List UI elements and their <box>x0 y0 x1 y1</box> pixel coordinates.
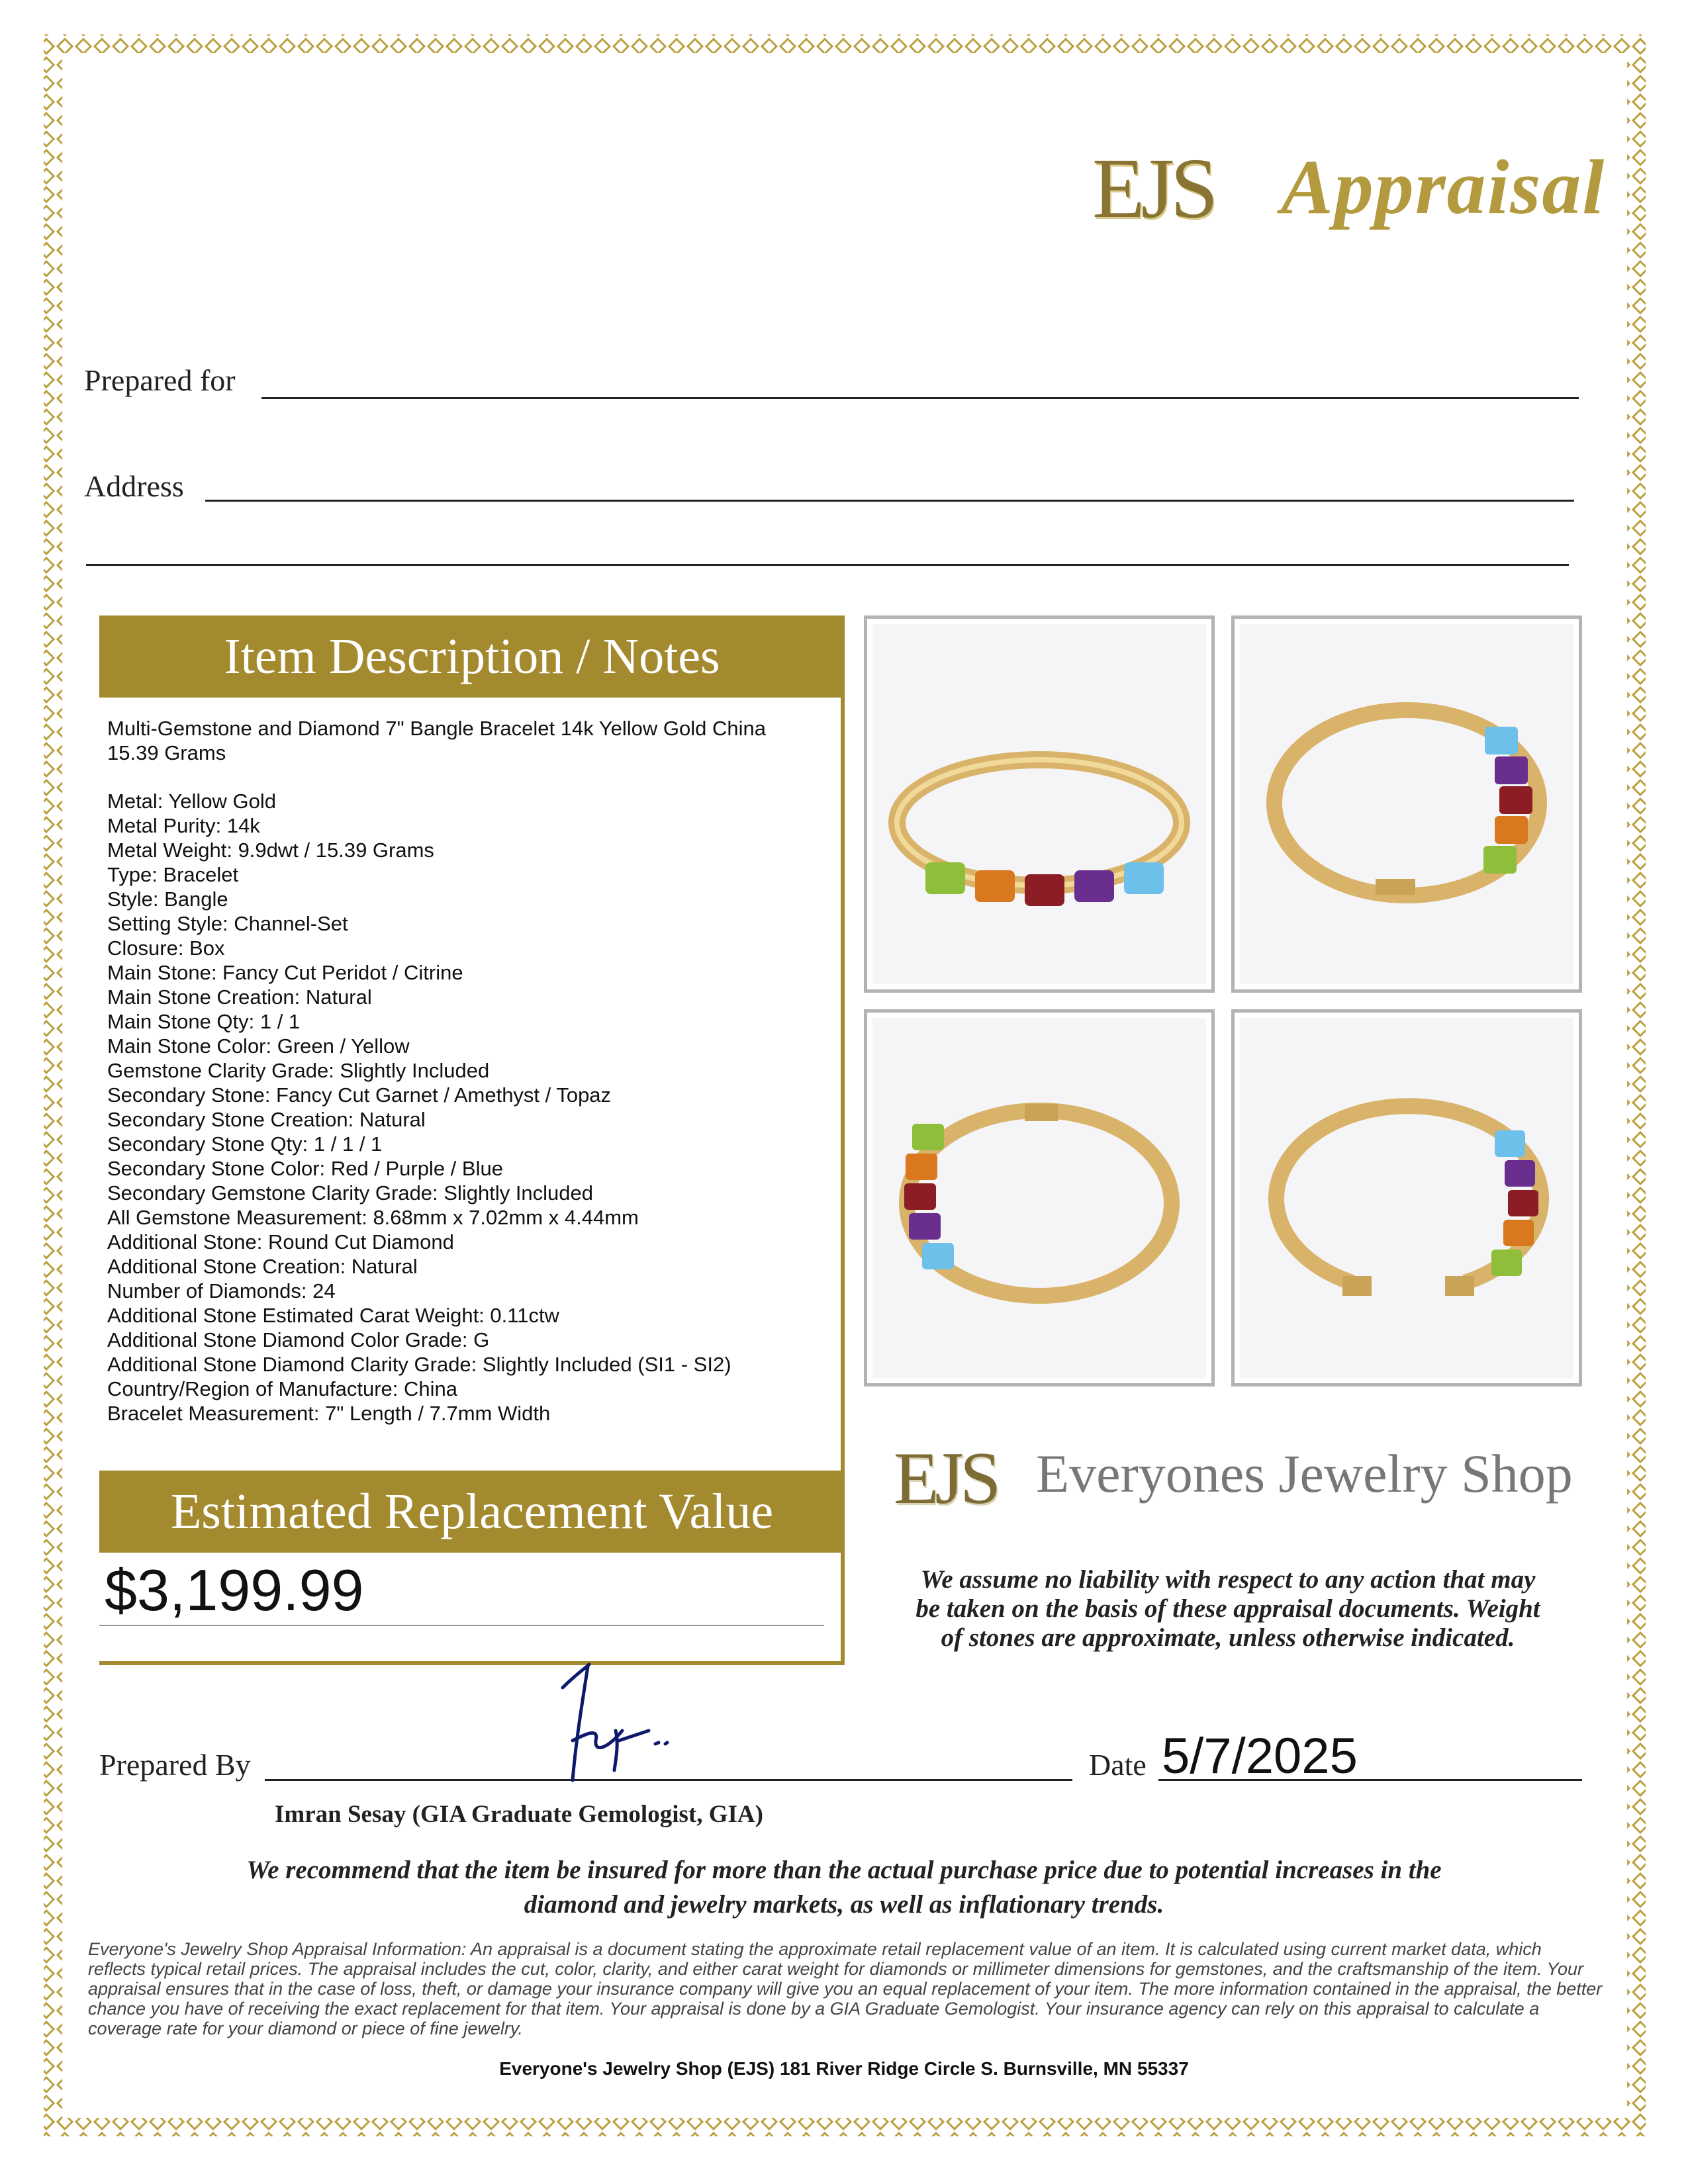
detail-line: Setting Style: Channel-Set <box>107 912 348 935</box>
detail-line: Closure: Box <box>107 936 225 960</box>
detail-line: Metal Purity: 14k <box>107 814 260 837</box>
address-line-2[interactable] <box>86 564 1569 566</box>
prepared-for-line[interactable] <box>261 397 1579 399</box>
detail-line: Additional Stone Estimated Carat Weight: 0.11ctw <box>107 1304 559 1327</box>
detail-line: Number of Diamonds: 24 <box>107 1279 336 1302</box>
detail-line: Secondary Stone: Fancy Cut Garnet / Amethyst / Topaz <box>107 1083 612 1107</box>
recommendation-line: We recommend that the item be insured for more than the actual purchase price due to potential increases in the <box>246 1856 1442 1884</box>
detail-line: Additional Stone: Round Cut Diamond <box>107 1230 454 1253</box>
ejs-shop-logo: EJS <box>894 1437 998 1520</box>
prepared-for-label: Prepared for <box>84 363 236 397</box>
detail-line: Additional Stone Diamond Color Grade: G <box>107 1328 490 1351</box>
address-label: Address <box>84 469 184 503</box>
gemologist-name: Imran Sesay (GIA Graduate Gemologist, GIA) <box>275 1801 763 1828</box>
detail-line: Type: Bracelet <box>107 863 239 886</box>
insurance-recommendation <box>132 1853 1556 1922</box>
detail-line: Country/Region of Manufacture: China <box>107 1377 458 1400</box>
disclaimer-line: of stones are approximate, unless otherwise indicated. <box>941 1623 1515 1652</box>
recommendation-line: diamond and jewelry markets, as well as inflationary trends. <box>524 1890 1164 1919</box>
detail-line: Secondary Gemstone Clarity Grade: Slightly Included <box>107 1181 594 1205</box>
detail-line: Additional Stone Diamond Clarity Grade: Slightly Included (SI1 - SI2) <box>107 1353 731 1376</box>
detail-line: Secondary Stone Qty: 1 / 1 / 1 <box>107 1132 383 1156</box>
detail-line: Main Stone Color: Green / Yellow <box>107 1034 410 1058</box>
shop-name: Everyones Jewelry Shop <box>1036 1443 1573 1504</box>
detail-line: Metal Weight: 9.9dwt / 15.39 Grams <box>107 839 434 862</box>
detail-line: Main Stone Creation: Natural <box>107 985 372 1009</box>
date-value: 5/7/2025 <box>1162 1728 1358 1784</box>
liability-disclaimer <box>861 1565 1595 1653</box>
appraisal-fine-print: Everyone's Jewelry Shop Appraisal Information: An appraisal is a document stating the approximate retail replacement value of an item. It is calculated using current market data, which reflects typical retail prices. The appraisal includes the cut, color, clarity, and either carat weight for diamonds or millimeter dimensions for gemstones, and the craftsmanship of the item. Your appraisal ensures that in the case of loss, theft, or damage your insurance company will give you an equal replacement of your item. The more information contained in the appraisal, the better chance you have of receiving the exact replacement for that item. Your appraisal is done by a GIA Graduate Gemologist. Your insurance agency can rely on this appraisal to calculate a coverage rate for your diamond or piece of fine jewelry. <box>88 1939 1603 2038</box>
summary-line: 15.39 Grams <box>107 741 226 764</box>
replacement-value-amount: $3,199.99 <box>105 1557 364 1623</box>
signature-icon <box>549 1661 722 1794</box>
ejs-logo: EJS <box>1092 141 1215 236</box>
detail-line: Secondary Stone Creation: Natural <box>107 1108 426 1131</box>
bracelet-photo-side-left <box>864 1009 1215 1387</box>
detail-line: Style: Bangle <box>107 887 228 911</box>
detail-line: Additional Stone Creation: Natural <box>107 1255 418 1278</box>
detail-line: Metal: Yellow Gold <box>107 790 277 813</box>
bracelet-photo-open <box>1231 1009 1582 1387</box>
item-description-heading: Item Description / Notes <box>99 615 845 698</box>
detail-line: Gemstone Clarity Grade: Slightly Included <box>107 1059 490 1082</box>
appraisal-title: Appraisal <box>1281 144 1606 230</box>
bracelet-photo-front <box>864 615 1215 993</box>
prepared-by-label: Prepared By <box>99 1748 251 1782</box>
footer-address: Everyone's Jewelry Shop (EJS) 181 River Ridge Circle S. Burnsville, MN 55337 <box>499 2058 1189 2079</box>
summary-line: Multi-Gemstone and Diamond 7" Bangle Bracelet 14k Yellow Gold China <box>107 717 766 740</box>
value-underline <box>99 1625 824 1626</box>
date-label: Date <box>1089 1748 1147 1782</box>
address-line[interactable] <box>205 500 1574 502</box>
detail-line: Main Stone Qty: 1 / 1 <box>107 1010 301 1033</box>
replacement-value-heading: Estimated Replacement Value <box>99 1471 845 1553</box>
detail-line: Secondary Stone Color: Red / Purple / Blue <box>107 1157 503 1180</box>
bracelet-photo-back <box>1231 615 1582 993</box>
detail-line: All Gemstone Measurement: 8.68mm x 7.02mm x 4.44mm <box>107 1206 639 1229</box>
item-description-text <box>107 716 822 1426</box>
disclaimer-line: We assume no liability with respect to any action that may <box>920 1565 1536 1594</box>
disclaimer-line: be taken on the basis of these appraisal documents. Weight <box>915 1594 1540 1623</box>
detail-line: Main Stone: Fancy Cut Peridot / Citrine <box>107 961 463 984</box>
detail-line: Bracelet Measurement: 7" Length / 7.7mm Width <box>107 1402 551 1425</box>
